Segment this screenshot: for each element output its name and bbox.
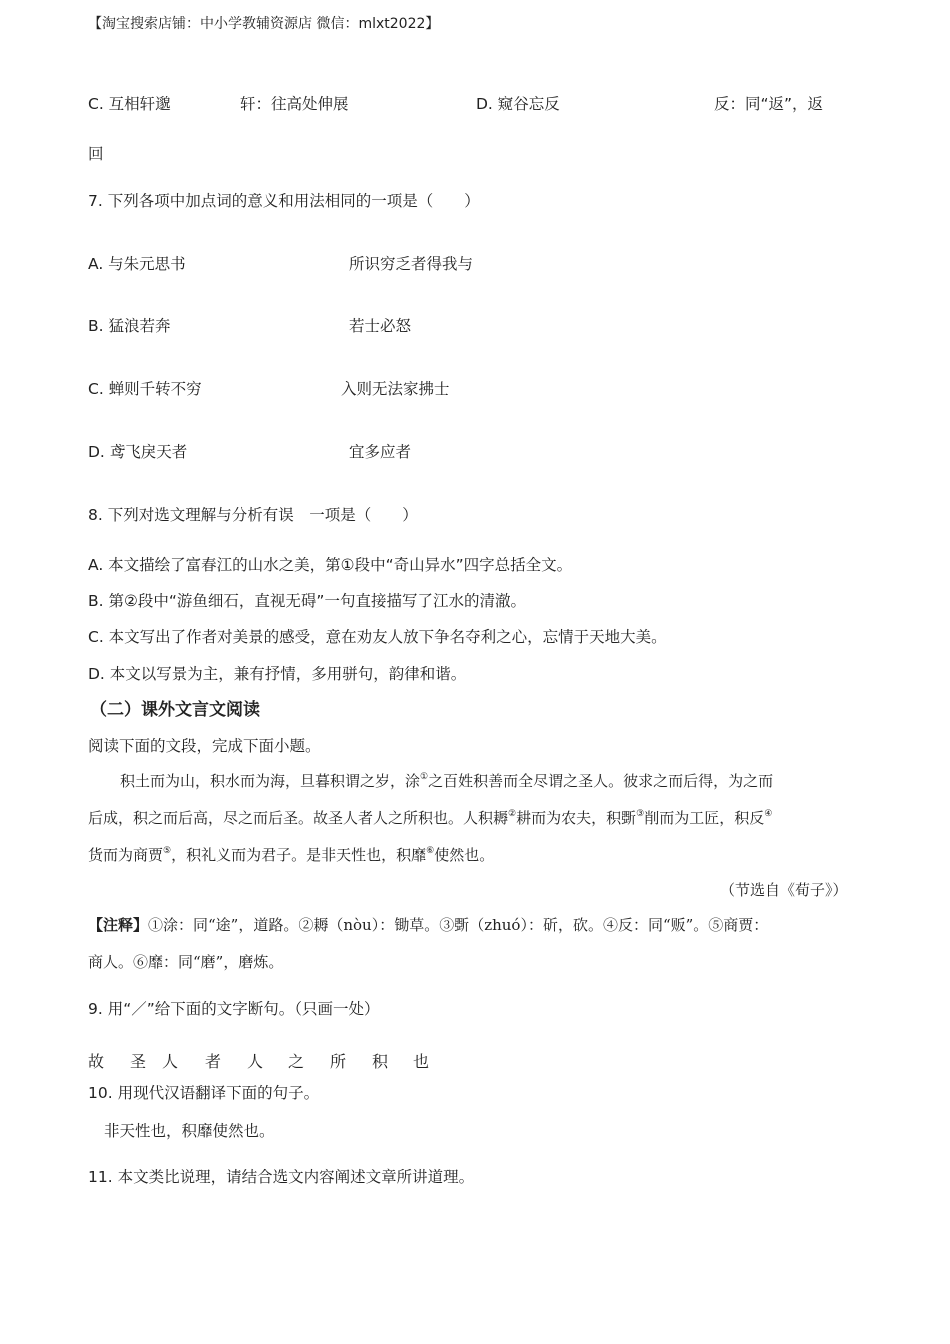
- section-instruction: 阅读下面的文段，完成下面小题。: [88, 737, 321, 755]
- q9-char: 积: [372, 1052, 389, 1071]
- q11-stem: 11. 本文类比说理，请结合选文内容阐述文章所讲道理。: [88, 1168, 475, 1186]
- q9-char: 所: [330, 1052, 347, 1071]
- q9-char: 之: [288, 1052, 305, 1071]
- passage-line-1: 积土而为山，积水而为海，旦暮积谓之岁，涂①之百姓积善而全尽谓之圣人。彼求之而后得，为之而: [120, 772, 774, 790]
- q7-stem: 7. 下列各项中加点词的意义和用法相同的一项是（ ）: [88, 192, 480, 210]
- notes-line-2: 商人。⑥靡：同“磨”，磨炼。: [88, 953, 284, 971]
- q6-option-d-note: 反：同“返”，返: [714, 95, 824, 113]
- q8-option-d: D. 本文以写景为主，兼有抒情，多用骈句，韵律和谐。: [88, 665, 467, 683]
- q9-char: 人: [247, 1052, 264, 1071]
- q9-char: 者: [205, 1052, 222, 1071]
- passage-line-2: 后成，积之而后高，尽之而后圣。故圣人者人之所积也。人积耨②耕而为农夫，积斲③削而为工匠，积反④: [88, 809, 773, 827]
- q10-sentence: 非天性也，积靡使然也。: [104, 1122, 275, 1140]
- passage-line-3: 货而为商贾⑤，积礼义而为君子。是非天性也，积靡⑥使然也。: [88, 846, 495, 864]
- q6-option-c: C. 互相轩邈: [88, 95, 171, 113]
- q7-option-c-right: 入则无法家拂士: [341, 380, 450, 398]
- notes-line-1: 【注释】①涂：同“途”，道路。②耨（nòu）：锄草。③斲（zhuó）：斫，砍。④反：同“贩”。⑤商贾：: [88, 916, 769, 934]
- q7-option-a-left: A. 与朱元思书: [88, 255, 186, 273]
- q8-option-c: C. 本文写出了作者对美景的感受，意在劝友人放下争名夺利之心，忘情于天地大美。: [88, 628, 667, 646]
- q8-option-a: A. 本文描绘了富春江的山水之美，第①段中“奇山异水”四字总括全文。: [88, 556, 573, 574]
- q9-char: 人: [162, 1052, 179, 1071]
- q9-char: 也: [413, 1052, 430, 1071]
- q9-stem: 9. 用“／”给下面的文字断句。（只画一处）: [88, 1000, 380, 1018]
- q7-option-b-right: 若士必怒: [349, 317, 412, 335]
- q9-char: 故: [88, 1052, 105, 1071]
- q6-option-c-note: 轩：往高处伸展: [240, 95, 349, 113]
- q7-option-b-left: B. 猛浪若奔: [88, 317, 171, 335]
- q8-stem: 8. 下列对选文理解与分析有误 一项是（ ）: [88, 506, 418, 524]
- q10-stem: 10. 用现代汉语翻译下面的句子。: [88, 1084, 320, 1102]
- q7-option-d-left: D. 鸢飞戾天者: [88, 443, 188, 461]
- q7-option-c-left: C. 蝉则千转不穷: [88, 380, 202, 398]
- notes-label: 【注释】: [88, 916, 149, 934]
- section-title: （二）课外文言文阅读: [90, 700, 260, 720]
- q6-option-d-note-continued: 回: [88, 145, 104, 163]
- q7-option-a-right: 所识穷乏者得我与: [349, 255, 474, 273]
- q8-option-b: B. 第②段中“游鱼细石，直视无碍”一句直接描写了江水的清澈。: [88, 592, 526, 610]
- passage-source: （节选自《荀子》）: [720, 881, 848, 899]
- q7-option-d-right: 宜多应者: [349, 443, 412, 461]
- q6-option-d: D. 窥谷忘反: [476, 95, 560, 113]
- header-shop-line: 【淘宝搜索店铺：中小学教辅资源店 微信：mlxt2022】: [88, 16, 440, 32]
- q9-char: 圣: [130, 1052, 147, 1071]
